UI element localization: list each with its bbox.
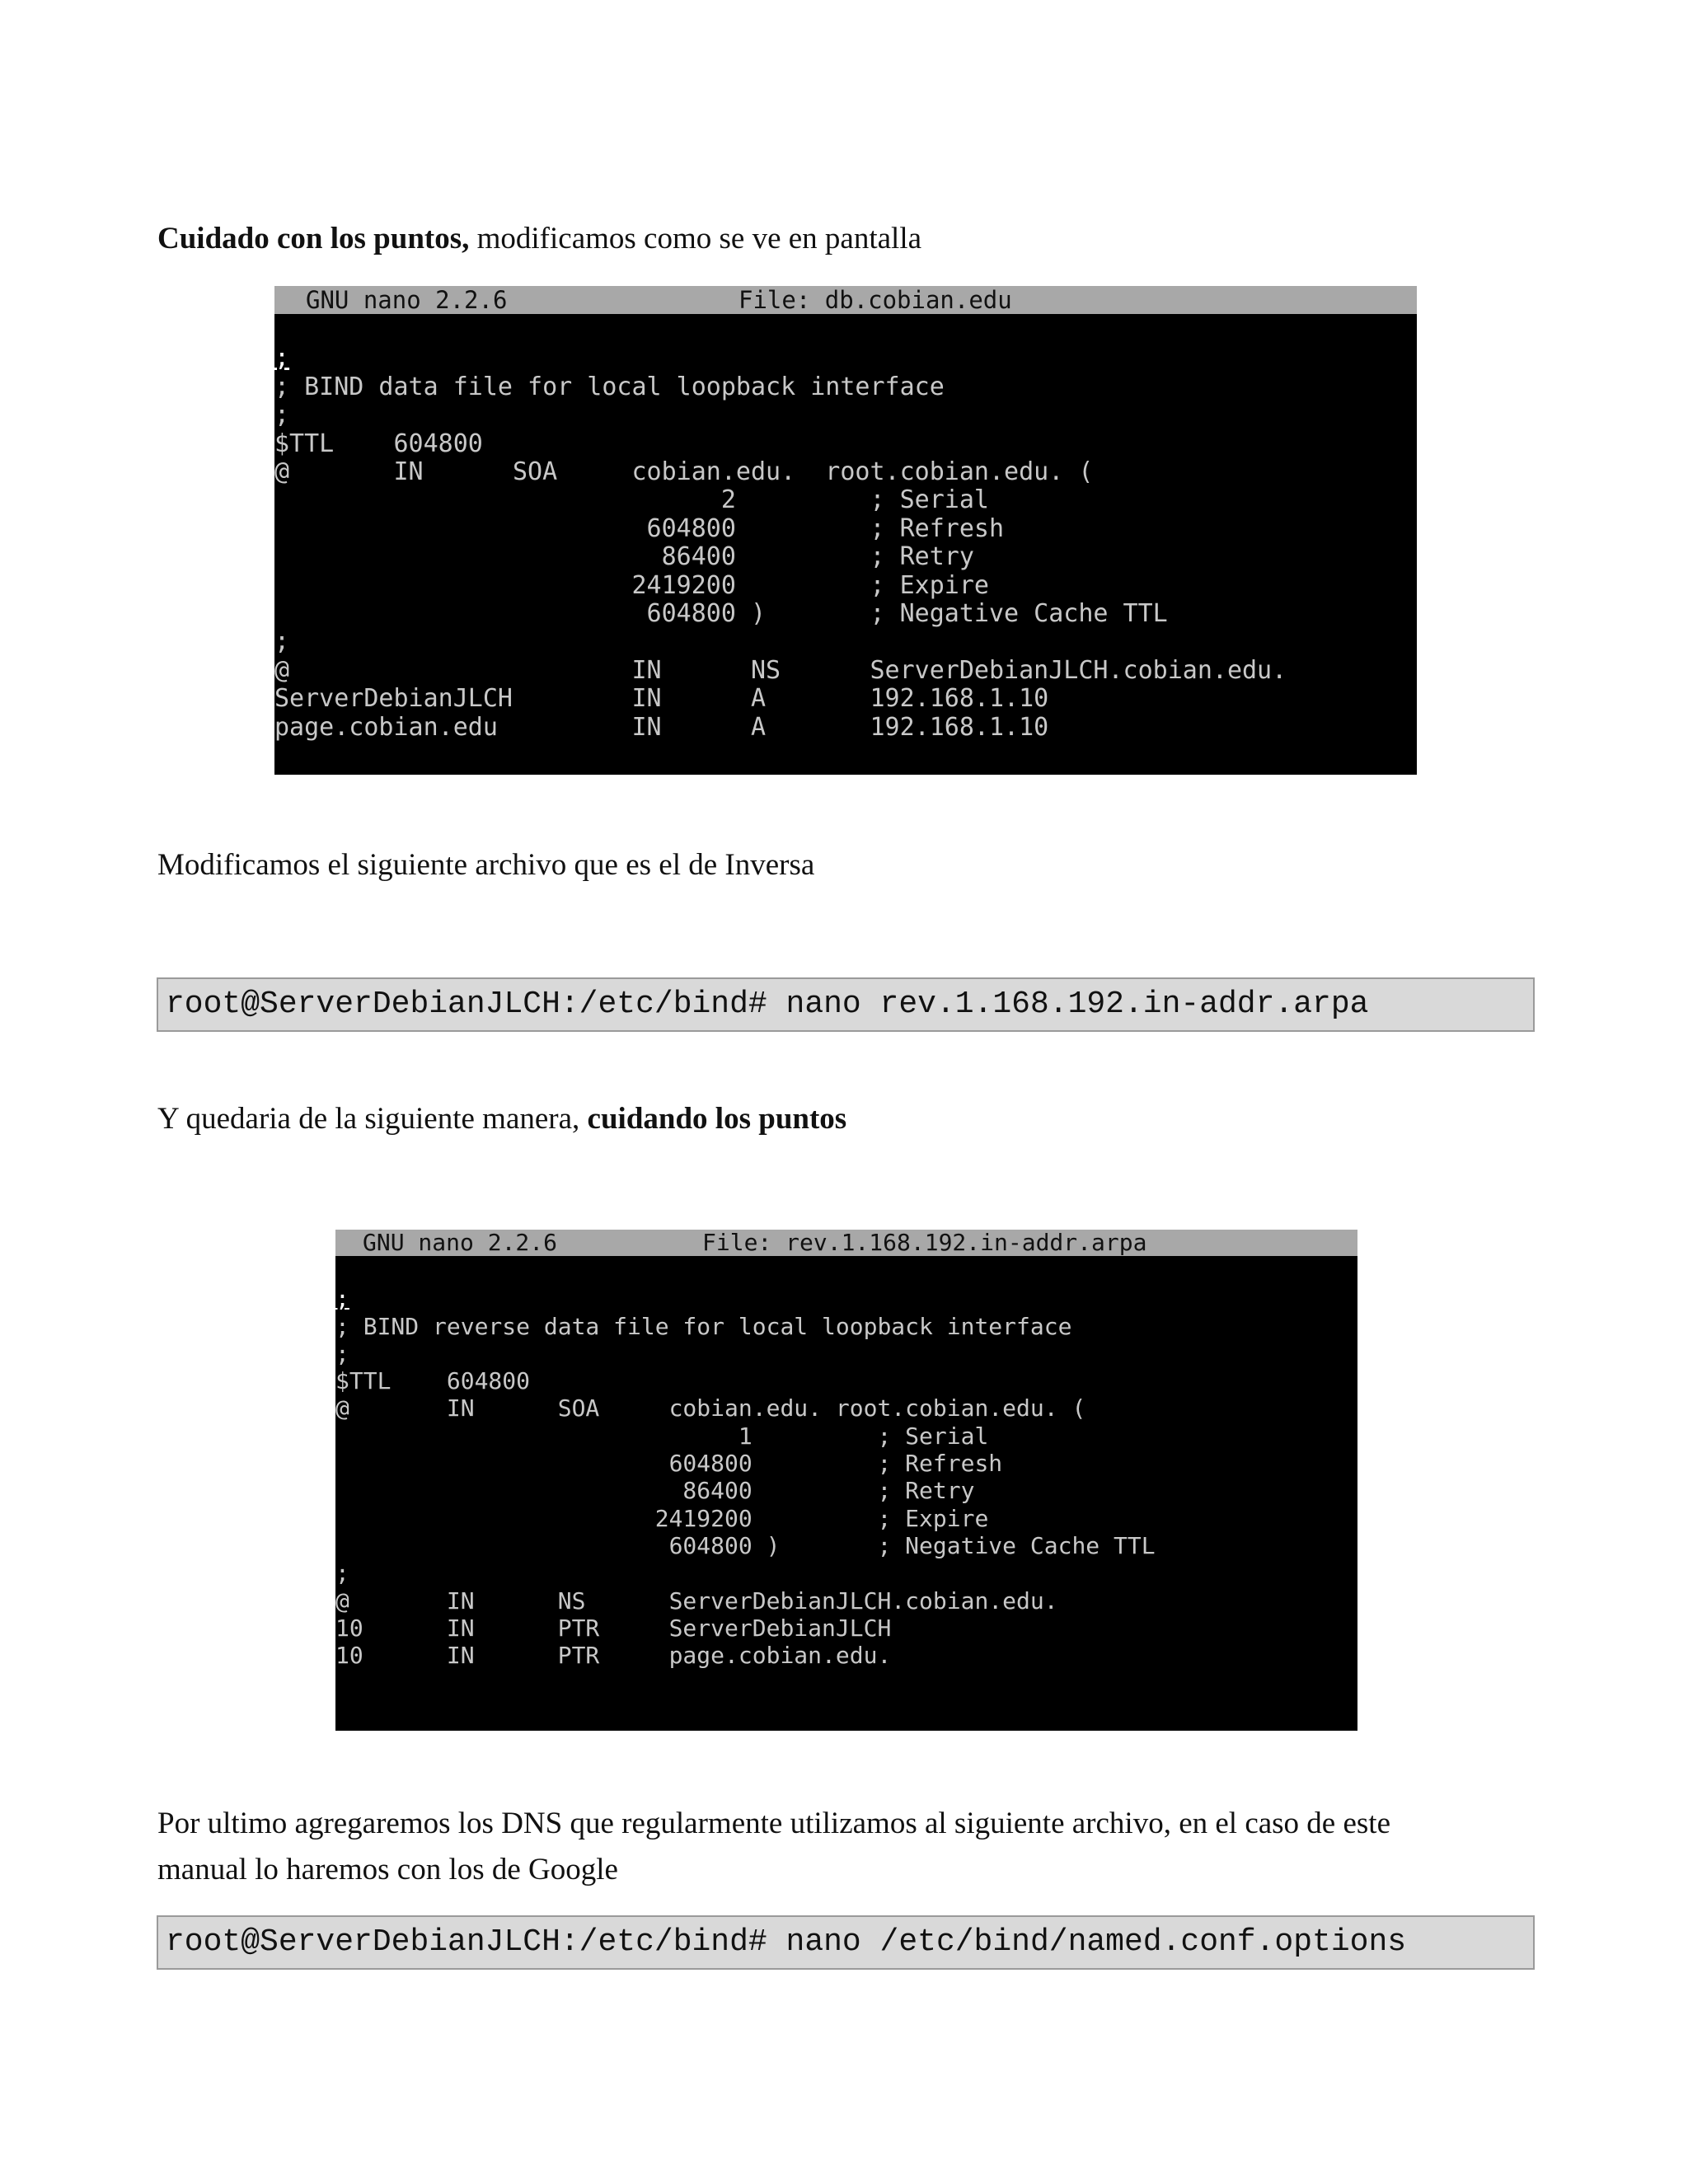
terminal-line: ; BIND reverse data file for local loopback interface — [335, 1312, 1072, 1340]
command-box-reverse: root@ServerDebianJLCH:/etc/bind# nano rev.1.168.192.in-addr.arpa — [157, 977, 1535, 1032]
terminal-line: $TTL 604800 — [335, 1367, 531, 1395]
terminal-line: @ IN SOA cobian.edu. root.cobian.edu. ( — [274, 457, 1094, 487]
dns-intro-line-2: manual lo haremos con los de Google — [157, 1853, 618, 1886]
terminal-cursor-line: ; — [274, 344, 290, 373]
intro-text: modificamos como se ve en pantalla — [469, 222, 922, 255]
terminal-line: 2419200 ; Expire — [335, 1504, 989, 1532]
nano-title-bar — [335, 1230, 1357, 1256]
nano-screenshot-reverse-zone — [335, 1230, 1357, 1731]
terminal-line: 86400 ; Retry — [335, 1477, 975, 1505]
terminal-line — [335, 1258, 1357, 1285]
dns-intro-line-1: Por ultimo agregaremos los DNS que regularmente utilizamos al siguiente archivo, en el caso de este — [157, 1807, 1391, 1840]
dns-intro-paragraph — [157, 1801, 1390, 1893]
terminal-line: page.cobian.edu IN A 192.168.1.10 — [274, 712, 1049, 742]
nano-title-bar — [274, 286, 1417, 314]
terminal-line: @ IN NS ServerDebianJLCH.cobian.edu. — [274, 655, 1287, 685]
terminal-line: ; — [335, 1339, 349, 1367]
reverse-result-paragraph — [157, 1096, 846, 1142]
intro-bold-text: Cuidado con los puntos, — [157, 222, 470, 255]
reverse-intro-paragraph: Modificamos el siguiente archivo que es el de Inversa — [157, 848, 815, 882]
terminal-line: 2 ; Serial — [274, 485, 989, 515]
reverse-result-bold-text: cuidando los puntos — [587, 1102, 847, 1136]
nano-version-label: GNU nano 2.2.6 — [306, 286, 508, 314]
terminal-line: 1 ; Serial — [335, 1422, 989, 1450]
terminal-line: 604800 ) ; Negative Cache TTL — [274, 599, 1168, 629]
terminal-line: ServerDebianJLCH IN A 192.168.1.10 — [274, 684, 1049, 714]
terminal-line: 604800 ; Refresh — [274, 513, 1005, 543]
terminal-line: ; — [335, 1559, 349, 1587]
terminal-line: 604800 ) ; Negative Cache TTL — [335, 1531, 1156, 1559]
command-box-named-options: root@ServerDebianJLCH:/etc/bind# nano /etc/bind/named.conf.options — [157, 1915, 1535, 1970]
zone-file-content — [274, 316, 1417, 742]
terminal-line: $TTL 604800 — [274, 429, 483, 458]
terminal-line: 2419200 ; Expire — [274, 570, 989, 600]
nano-file-label: File: db.cobian.edu — [738, 286, 1012, 314]
reverse-result-text: Y quedaria de la siguiente manera, — [157, 1102, 588, 1136]
terminal-line: 86400 ; Retry — [274, 542, 974, 572]
nano-file-label: File: rev.1.168.192.in-addr.arpa — [702, 1230, 1147, 1256]
terminal-line: ; — [274, 401, 290, 430]
nano-screenshot-forward-zone — [274, 286, 1417, 775]
terminal-line: ; — [274, 627, 290, 657]
terminal-line: 10 IN PTR page.cobian.edu. — [335, 1642, 892, 1670]
terminal-line: @ IN SOA cobian.edu. root.cobian.edu. ( — [335, 1394, 1086, 1422]
reverse-zone-file-content — [335, 1258, 1357, 1669]
terminal-line — [274, 316, 1417, 344]
intro-paragraph — [157, 216, 921, 262]
terminal-line: 10 IN PTR ServerDebianJLCH — [335, 1614, 892, 1642]
nano-version-label: GNU nano 2.2.6 — [363, 1230, 558, 1256]
terminal-line: ; BIND data file for local loopback interface — [274, 372, 945, 401]
terminal-cursor-line: ; — [335, 1285, 349, 1313]
terminal-line: 604800 ; Refresh — [335, 1450, 1003, 1478]
terminal-line: @ IN NS ServerDebianJLCH.cobian.edu. — [335, 1586, 1058, 1615]
